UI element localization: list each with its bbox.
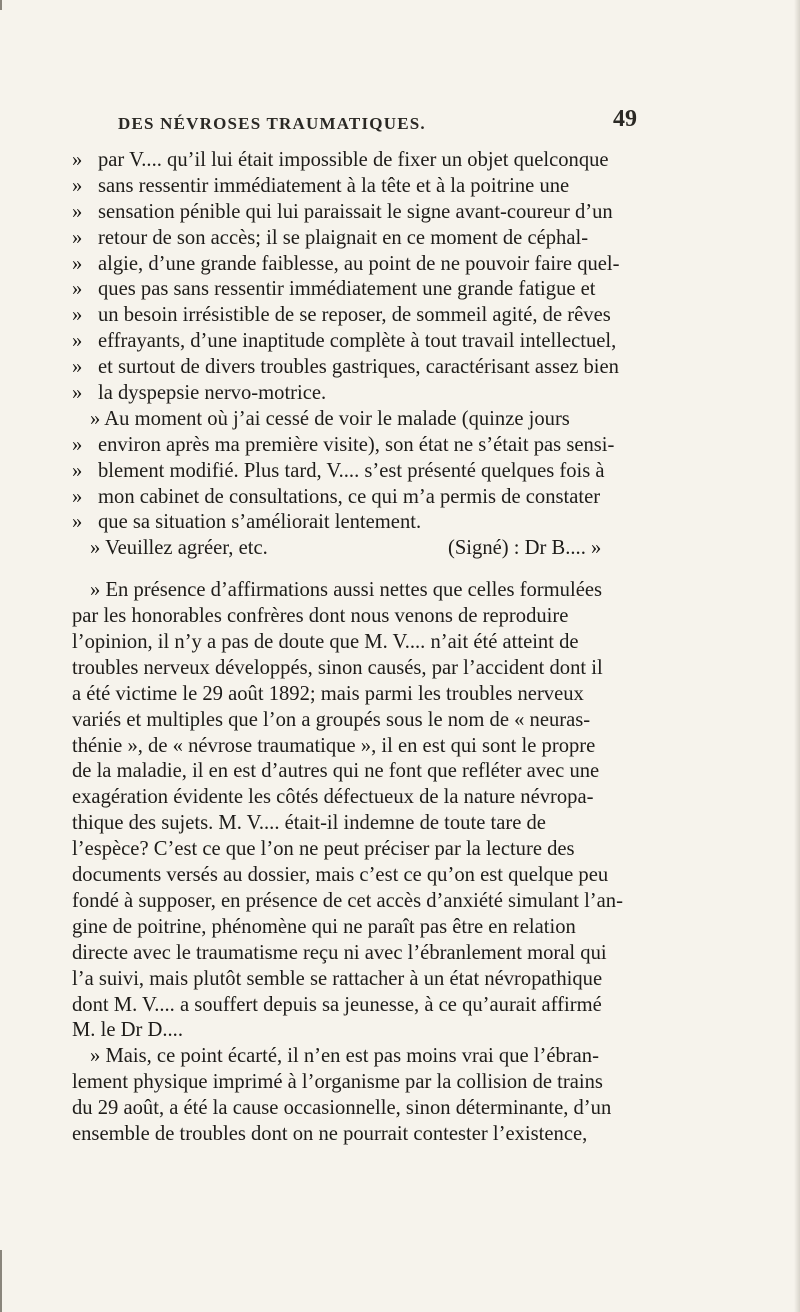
text-line: directe avec le traumatisme reçu ni avec l’ébranlement moral qui [72,941,607,964]
text-line: l’espèce? C’est ce que l’on ne peut préciser par la lecture des [72,838,575,861]
text-line: troubles nerveux développés, sinon causés, par l’accident dont il [72,656,603,679]
paragraph [72,578,714,1044]
quoted-letter [72,148,714,562]
text-line: a été victime le 29 août 1892; mais parmi les troubles nerveux [72,682,584,705]
text-line: » sensation pénible qui lui paraissait le signe avant-coureur d’un [72,200,613,223]
text-line: dont M. V.... a souffert depuis sa jeunesse, à ce qu’aurait affirmé [72,993,602,1016]
text-line: de la maladie, il en est d’autres qui ne font que refléter avec une [72,760,600,783]
page-edge-shadow [794,0,800,1312]
text-line: » Au moment où j’ai cessé de voir le malade (quinze jours [90,407,570,430]
text-line: M. le Dr D.... [72,1019,183,1042]
margin-mark [0,0,2,10]
text-line: du 29 août, a été la cause occasionnelle, sinon déterminante, d’un [72,1097,612,1120]
text-line: » et surtout de divers troubles gastriques, caractérisant assez bien [72,356,619,379]
text-line: thique des sujets. M. V.... était-il indemne de toute tare de [72,812,546,835]
text-line: documents versés au dossier, mais c’est ce qu’on est quelque peu [72,864,609,887]
margin-mark [0,1250,2,1312]
text-line: » que sa situation s’améliorait lentement. [72,511,422,534]
running-title: DES NÉVROSES TRAUMATIQUES. [118,114,426,133]
text-line: thénie », de « névrose traumatique », il en est qui sont le propre [72,734,596,757]
paragraph [72,1044,714,1148]
text-line: exagération évidente les côtés défectueux de la nature névropa- [72,786,594,809]
page-text [72,148,714,1148]
letter-signature: (Signé) : Dr B.... » [448,537,602,560]
text-line: » ques pas sans ressentir immédiatement une grande fatigue et [72,278,596,301]
text-line: lement physique imprimé à l’organisme par la collision de trains [72,1071,603,1094]
text-line: » par V.... qu’il lui était impossible de fixer un objet quelconque [72,149,609,171]
text-line: » algie, d’une grande faiblesse, au point de ne pouvoir faire quel- [72,252,620,275]
text-line: » la dyspepsie nervo-motrice. [72,382,327,405]
text-line: fondé à supposer, en présence de cet accès d’anxiété simulant l’an- [72,889,623,912]
text-line: » environ après ma première visite), son état ne s’était pas sensi- [72,433,615,456]
page-header [0,106,800,140]
text-line: gine de poitrine, phénomène qui ne paraît pas être en relation [72,915,576,938]
text-line: l’opinion, il n’y a pas de doute que M. V.... n’ait été atteint de [72,631,579,654]
text-line: » effrayants, d’une inaptitude complète à tout travail intellectuel, [72,330,617,353]
text-line: » sans ressentir immédiatement à la tête et à la poitrine une [72,174,570,197]
text-line: » Mais, ce point écarté, il n’en est pas moins vrai que l’ébran- [90,1045,599,1068]
text-line: » retour de son accès; il se plaignait en ce moment de céphal- [72,226,589,249]
text-line: » un besoin irrésistible de se reposer, de sommeil agité, de rêves [72,304,611,327]
text-line: » mon cabinet de consultations, ce qui m’a permis de constater [72,485,601,508]
text-line: » En présence d’affirmations aussi nettes que celles formulées [90,579,602,602]
text-line: variés et multiples que l’on a groupés sous le nom de « neuras- [72,708,591,731]
text-line: l’a suivi, mais plutôt semble se rattacher à un état névropathique [72,967,603,990]
text-line: » blement modifié. Plus tard, V.... s’est présenté quelques fois à [72,459,605,482]
letter-closing: » Veuillez agréer, etc. [90,537,268,560]
text-line: par les honorables confrères dont nous venons de reproduire [72,605,569,628]
letter-closing-line [72,536,714,562]
text-line: ensemble de troubles dont on ne pourrait contester l’existence, [72,1122,588,1145]
page-number: 49 [613,106,637,132]
